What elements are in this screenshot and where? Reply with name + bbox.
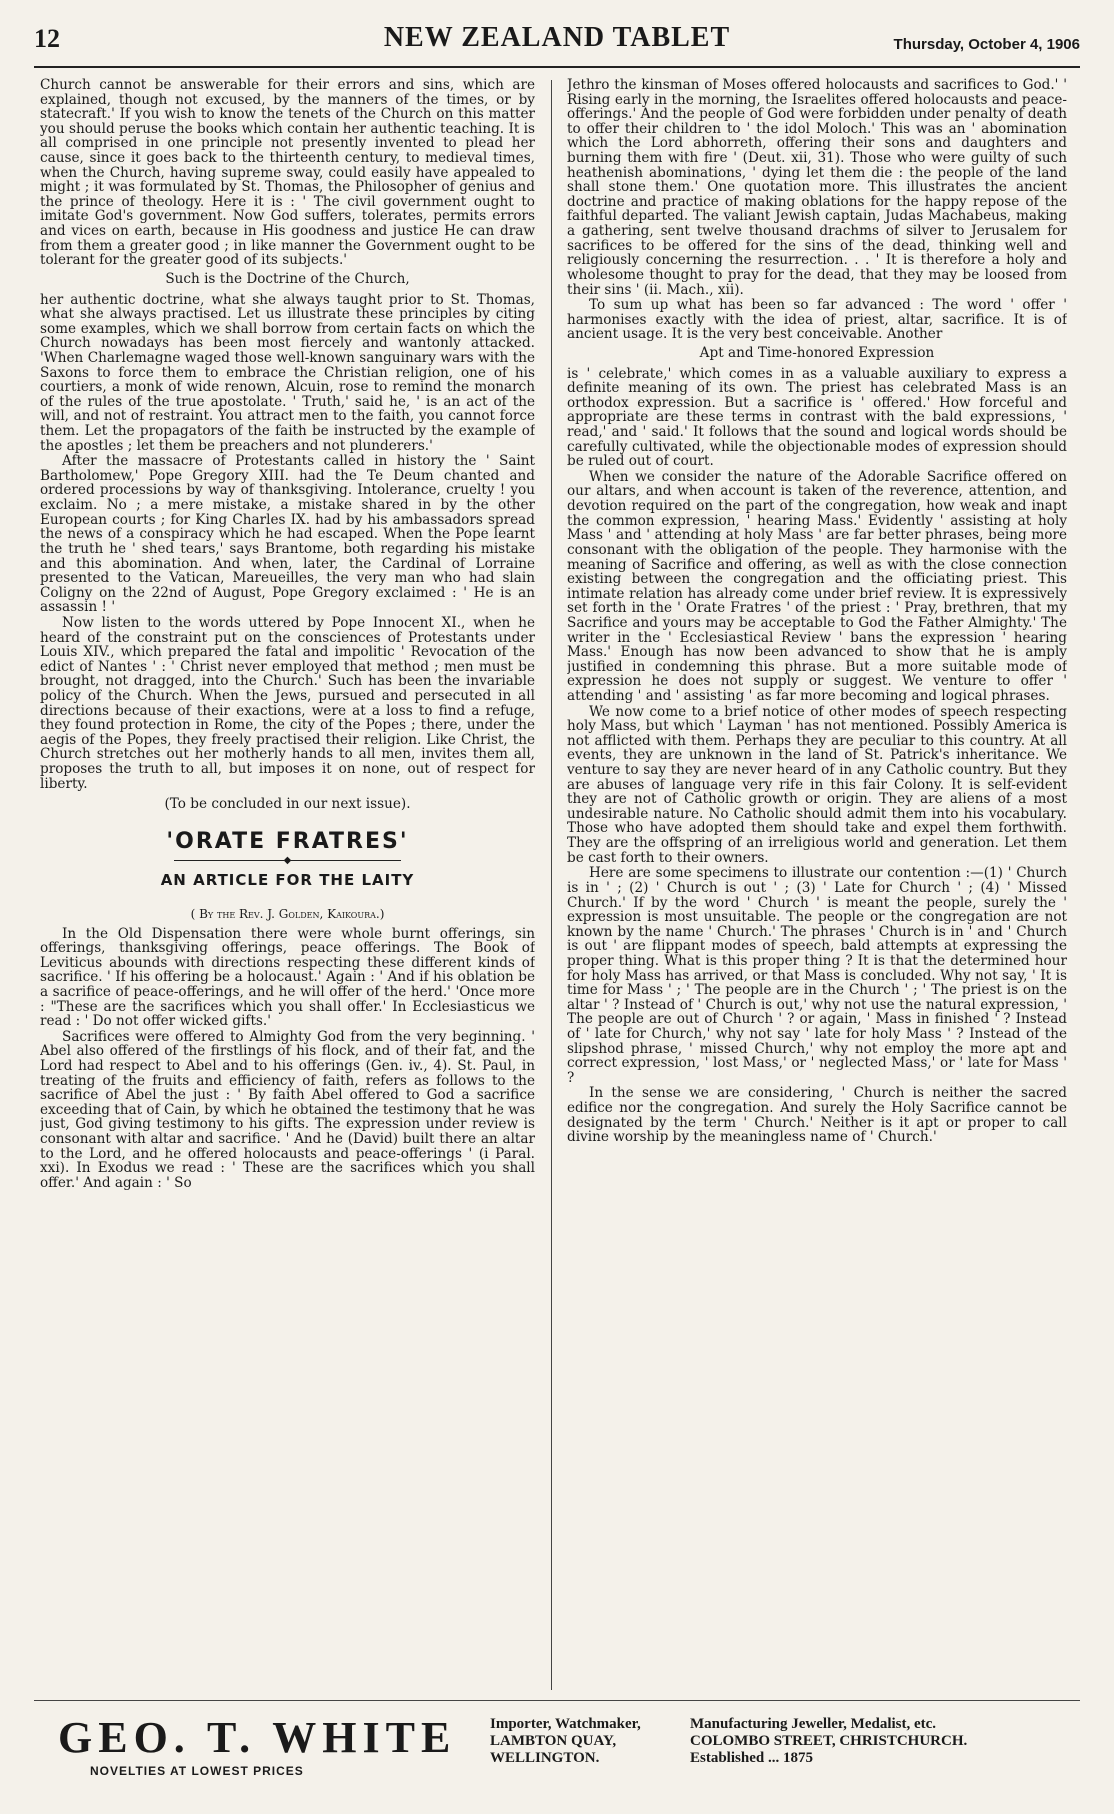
subheading: Such is the Doctrine of the Church, [165,270,410,287]
title-ornament: ◆ [40,856,535,866]
header-rule [34,66,1080,68]
paragraph: After the massacre of Protestants called in history the ' Saint Bartholomew,' Pope Gregory XIII. had the Te Deum chanted and ordered processions by way of thanksgiving. Intolerance, cruelty ! you exclaim. No ; a mere mistake, a mistake shared in by the other European courts ; for King Charles IX. had by his ambassadors spread the news of a conspiracy which he had escaped. When the Pope learnt the truth he ' shed tears,' says Brantome, both regarding his mistake and this abomination. And when, later, the Cardinal of Lorraine presented to the Vatican, Mareueilles, the very man who had slain Coligny on the 22nd of August, Pope Gregory exclaimed : ' He is an assassin ! ' [40,453,535,616]
paragraph: Here are some specimens to illustrate our contention :—(1) ' Church is in ' ; (2) ' Church is out ' ; (3) ' Late for Church ' ; (4) ' Missed Church.' If by the word ' Church ' is meant the people, surely the ' expression is most unsuitable. The people or the congregation are not known by the name ' Church.' The phrases ' Church is in ' and ' Church is out ' are flippant modes of speech, bald attempts at expressing the proper thing. What is this proper thing ? It is that the determined hour for holy Mass has arrived, or that Mass is concluded. Why not say, ' It is time for Mass ' ; ' The people are in the Church ' ; ' The priest is on the altar ' ? Instead of ' Church is out,' why not use the natural expression, ' The people are out of Church ' ? or again, ' Mass in finished ' ? Instead of ' late for Church,' why not say ' late for holy Mass ' ? Instead of the slipshod phrase, ' missed Church,' why not employ the more apt and correct expression, ' lost Mass,' or ' neglected Mass,' or ' late for Mass ' ? [567,865,1067,1086]
paragraph: We now come to a brief notice of other modes of speech respecting holy Mass, but which ' Layman ' has not mentioned. Possibly America is not afflicted with them. Perhaps they are peculiar to this country. At all events, they are unknown in the land of St. Patrick's inheritance. We venture to say they are never heard of in any Catholic country. But they are abuses of language very rife in this fair Colony. It is self-evident they are not of Catholic growth or origin. They are aliens of a most undesirable nature. No Catholic should admit them into his vocabulary. Those who have adopted them should take and expel them forthwith. They are the offspring of an irreligious world and generation. Let them be cast forth to their owners. [567,703,1067,866]
paragraph: Jethro the kinsman of Moses offered holocausts and sacrifices to God.' ' Rising early in the morning, the Israelites offered holocausts and peace-offerings.' And the people of God were forbidden under penalty of death to offer their children to ' the idol Moloch.' This was an ' abomination which the Lord abhorreth, offering their sons and daughters and burning them with fire ' (Deut. xii, 31). Those who were guilty of such heathenish abominations, ' dying let them die : the people of the land shall stone them.' One quotation more. This illustrates the ancient doctrine and practice of making oblations for the happy repose of the faithful departed. The valiant Jewish captain, Judas Machabeus, making a gathering, sent twelve thousand drachms of silver to Jerusalem for sacrifices to be offered for the sins of the dead, thinking well and religiously concerning the resurrection. . . ' It is therefore a holy and wholesome thought to pray for the dead, that they may be loosed from their sins ' (ii. Mach., xii). [567,78,1067,298]
paragraph: Now listen to the words uttered by Pope Innocent XI., when he heard of the constraint put on the consciences of Protestants under Louis XIV., which prepared the fatal and impolitic ' Revocation of the edict of Nantes ' : ' Christ never employed that method ; men must be brought, not dragged, into the Church.' Such has been the invariable policy of the Church. When the Jews, pursued and persecuted in all directions because of their exactions, were at a loss to find a refuge, they found protection in Rome, the city of the Popes ; there, under the aegis of the Popes, they freely practised their religion. Like Christ, the Church stretches out her motherly hands to all men, invites them all, proposes the truth to all, but imposes it on none, out of respect for liberty. [40,614,535,792]
continued-note: (To be concluded in our next issue). [164,796,411,813]
ad-line: COLOMBO STREET, CHRISTCHURCH. [690,1733,968,1749]
paragraph: In the sense we are considering, ' Church is neither the sacred edifice nor the congregation. And surely the Holy Sacrifice cannot be designated by the term ' Church.' Neither is it apt or proper to call divine worship by the meaningless name of ' Church.' [567,1085,1067,1146]
footer-rule [34,1700,1080,1701]
column-divider [551,80,552,1690]
page-number: 12 [34,24,60,53]
subheading: Apt and Time-honored Expression [699,344,935,361]
advertiser-tagline: NOVELTIES AT LOWEST PRICES [90,1764,304,1778]
byline: ( By the Rev. J. Golden, Kaikoura.) [190,906,385,921]
ad-line: Established ... 1875 [690,1750,813,1766]
paragraph: Sacrifices were offered to Almighty God from the very beginning. ' Abel also offered of the firstlings of his flock, and of their fat, and the Lord had respect to Abel and to his offerings (Gen. iv., 4). St. Paul, in treating of the fruits and efficiency of faith, refers as follows to the sacrifice of Abel the just : ' By faith Abel offered to God a sacrifice exceeding that of Cain, by which he obtained the testimony that he was just, God giving testimony to his gifts. The expression under review is consonant with altar and sacrifice. ' And he (David) built there an altar to the Lord, and he offered holocausts and peace-offerings ' (i Paral. xxi). In Exodus we read : ' These are the sacrifices which you shall offer.' And again : ' So [40,1028,535,1191]
paragraph: To sum up what has been so far advanced : The word ' offer ' harmonises exactly with the idea of priest, altar, sacrifice. It is of ancient usage. It is the very best conceivable. Another [567,297,1067,343]
paragraph: Church cannot be answerable for their errors and sins, which are explained, though not excused, by the manners of the times, or by statecraft.' If you wish to know the tenets of the Church on this matter you should peruse the books which contain her authentic teaching. It is all comprised in one principle not presently invented to plead her cause, since it goes back to the thirteenth century, to medieval times, when the Church, having supreme sway, could easily have appealed to might ; it was formulated by St. Thomas, the Philosopher of genius and the prince of theology. Here it is : ' The civil government ought to imitate God's government. Now God suffers, tolerates, permits errors and vices on earth, because in His goodness and justice He can draw from them a greater good ; in like manner the Government ought to be tolerant for the greater good of its subjects.' [40,78,535,269]
paragraph: When we consider the nature of the Adorable Sacrifice offered on our altars, and when account is taken of the reverence, attention, and devotion required on the part of the congregation, how weak and inapt the common expression, ' hearing Mass.' Evidently ' assisting at holy Mass ' and ' attending at holy Mass ' are far better phrases, being more consonant with the obligation of the people. They harmonise with the meaning of Sacrifice and offering, as well as with the close connection existing between the congregation and the officiating priest. This intimate relation has already come under brief review. It is expressively set forth in the ' Orate Fratres ' of the priest : ' Pray, brethren, that my Sacrifice and yours may be acceptable to God the Father Almighty.' The writer in the ' Ecclesiastical Review ' bans the expression ' hearing Mass.' Enough has now been advanced to show that he is amply justified in condemning this phrase. But a more suitable mode of expression he does not supply or suggest. We venture to offer ' attending ' and ' assisting ' as far more becoming and logical phrases. [567,468,1067,704]
ad-line: LAMBTON QUAY, [490,1733,617,1749]
ad-line: WELLINGTON. [490,1750,600,1766]
issue-date: Thursday, October 4, 1906 [893,36,1080,53]
paragraph: In the Old Dispensation there were whole burnt offerings, sin offerings, thanksgiving offerings, peace offerings. The Book of Leviticus abounds with directions respecting these different kinds of sacrifice. ' If his offering be a holocaust.' Again : ' And if his oblation be a sacrifice of peace-offerings, and he will offer of the herd.' 'Once more : "These are the sacrifices which you shall offer.' In Ecclesiasticus we read : ' Do not offer wicked gifts.' [40,925,535,1030]
right-column [567,78,1067,1696]
article-title: 'ORATE FRATRES' [166,828,409,854]
ad-line: Importer, Watchmaker, [490,1716,641,1732]
paragraph: is ' celebrate,' which comes in as a valuable auxiliary to express a definite meaning of its own. The priest has celebrated Mass is an orthodox expression. But a sacrifice is ' offered.' How forceful and appropriate are these terms in contrast with the bald expressions, ' read,' and ' said.' It follows that the sound and logical words should be carefully cultivated, while the objectionable modes of expression should be ruled out of court. [567,365,1067,470]
page-header [34,22,1080,68]
advertiser-details [490,1716,1080,1767]
ad-line: Manufacturing Jeweller, Medalist, etc. [690,1716,937,1732]
left-column [40,78,535,1696]
advertiser-name: GEO. T. WHITE [58,1713,457,1762]
article-subtitle: AN ARTICLE FOR THE LAITY [160,870,415,889]
paragraph: her authentic doctrine, what she always taught prior to St. Thomas, what she always practised. Let us illustrate these principles by citing some examples, which we shall borrow from certain facts on which the Church nowadays has been most fiercely and wantonly attacked. 'When Charlemagne waged those well-known sanguinary wars with the Saxons to force them to embrace the Christian religion, one of his courtiers, a monk of wide renown, Alcuin, rose to remind the monarch of the rules of the true apostolate. ' Truth,' said he, ' is an act of the will, and not of restraint. You attract men to the faith, you cannot force them. Let the propagators of the faith be instructed by the example of the apostles ; let them be preachers and not plunderers.' [40,291,535,454]
masthead: NEW ZEALAND TABLET [383,22,731,53]
